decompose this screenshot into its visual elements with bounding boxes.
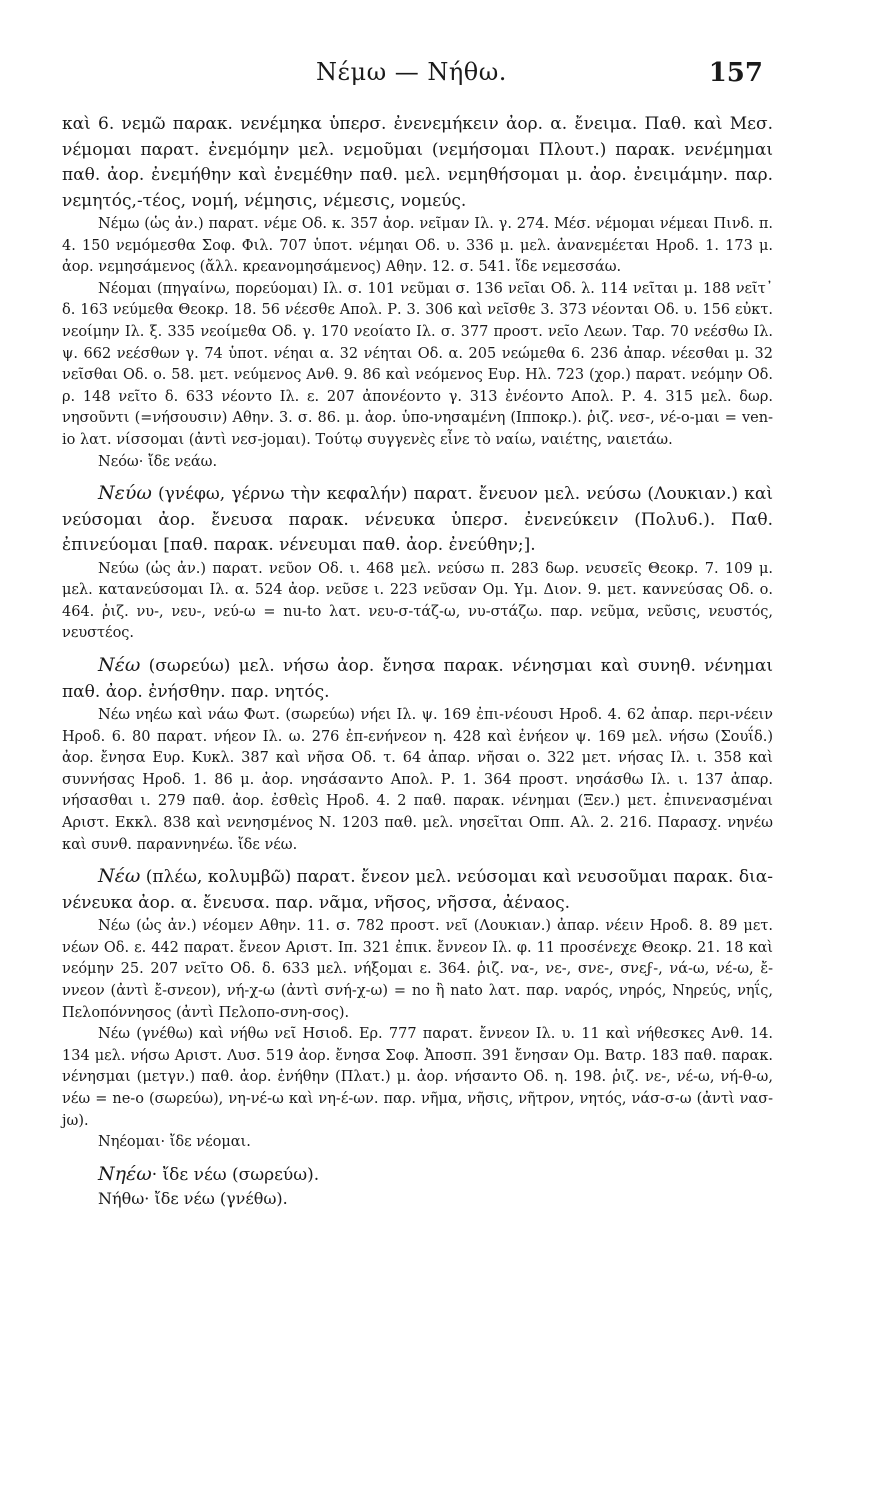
entry-paragraph [62, 452, 773, 474]
headword: Νηέω [98, 1162, 152, 1185]
entry-paragraph [62, 559, 773, 645]
lead-paragraph [62, 864, 773, 916]
headword: Νέω [98, 654, 141, 676]
running-title: Νέμω — Νήθω. [316, 58, 507, 86]
entry-paragraph [62, 916, 773, 1024]
lead-paragraph [62, 653, 773, 705]
entry-paragraph [62, 1188, 773, 1210]
headword: Νεύω [98, 482, 152, 505]
spacer [62, 645, 773, 653]
paragraph-text: Νέομαι (πηγαίνω, πορεύομαι) Ιλ. σ. 101 νεῦμαι σ. 136 νεῖαι Οδ. λ. 114 νεῖται μ. 188 νεῖτ᾽ δ. 163 νεύμεθα Θεοκρ. 18. 56 νέεσθε Απολ. Ρ. 3. 306 καὶ νεῖσθε 3. 373 νέονται Οδ. υ. 156 εὐκτ. νεοίμην Ιλ. ξ. 335 νεοίμεθα Οδ. γ. 170 νεοίατο Ιλ. σ. 377 προστ. νεῖο Λεων. Ταρ. 70 νεέσθω Ιλ. ψ. 662 νεέσθων γ. 74 ὑποτ. νέηαι α. 32 νέηται Οδ. α. 205 νεώμεθα 6. 236 ἀπαρ. νέεσθαι μ. 32 νεῖσθαι Οδ. ο. 58. μετ. νεύμενος Ανθ. 9. 86 καὶ νεόμενος Ευρ. Ηλ. 723 (χορ.) παρατ. νεόμην Οδ. ρ. 148 νεῖτο δ. 633 νέοντο Ιλ. ε. 207 ἀπονέοντο γ. 313 ἐνέοντο Απολ. Ρ. 4. 315 μελ. δωρ. νησοῦντι (=νήσουσιν) Αθην. 3. σ. 86. μ. ἀορ. ὑπο-νησαμένη (Ιπποκρ.). ῥιζ. νεσ-, νέ-ο-μαι = ven-io λατ. νίσσομαι (ἀντὶ νεσ-jομαι). Τούτῳ συγγενὲς εἶνε τὸ ναίω, ναιέτης, ναιετάω. [62, 280, 773, 448]
spacer [62, 1154, 773, 1162]
spacer [62, 856, 773, 864]
lead-paragraph [62, 1162, 773, 1189]
paragraph-text: καὶ 6. νεμῶ παρακ. νενέμηκα ὑπερσ. ἐνενεμήκειν ἀορ. α. ἔνειμα. Παθ. καὶ Μεσ. νέμομαι παρατ. ἐνεμόμην μελ. νεμοῦμαι (νεμήσομαι Πλουτ.) παρακ. νενέμημαι παθ. ἀορ. ἐνεμήθην καὶ ἐνεμέθην παθ. μελ. νεμηθήσομαι μ. ἀορ. ἐνειμάμην. παρ. νεμητός,-τέος, νομή, νέμησις, νέμεσις, νομεύς. [62, 114, 773, 211]
entry-paragraph [62, 1132, 773, 1154]
page-header [60, 58, 763, 92]
paragraph-text: (πλέω, κολυμβῶ) παρατ. ἔνεον μελ. νεύσομαι καὶ νευσοῦμαι παρακ. δια-νένευκα ἀορ. α. ἔνευσα. παρ. νᾶμα, νῆσος, νῆσσα, ἀέναος. [62, 867, 773, 913]
entry-paragraph [62, 214, 773, 279]
page-number: 157 [708, 58, 763, 88]
paragraph-text: Νέω νηέω καὶ νάω Φωτ. (σωρεύω) νήει Ιλ. ψ. 169 ἐπι-νέουσι Ηροδ. 4. 62 ἀπαρ. περι-νέειν Ηροδ. 6. 80 παρατ. νήεον Ιλ. ω. 276 ἐπ-ενήνεον η. 428 καὶ ἐνήεον ψ. 169 μελ. νήσω (Σουΐδ.) ἀορ. ἔνησα Ευρ. Κυκλ. 387 καὶ νῆσα Οδ. τ. 64 ἀπαρ. νῆσαι ο. 322 μετ. νήσας Ιλ. ι. 358 καὶ συννήσας Ηροδ. 1. 86 μ. ἀορ. νησάσαντο Απολ. Ρ. 1. 364 προστ. νησάσθω Ιλ. ι. 137 ἀπαρ. νήσασθαι ι. 279 παθ. ἀορ. ἐσθεὶς Ηροδ. 4. 2 παθ. παρακ. νένημαι (Ξεν.) μετ. ἐπινενασμέναι Αριστ. Εκκλ. 838 καὶ νενησμένος Ν. 1203 παθ. μελ. νησεῖται Οππ. Αλ. 2. 216. Παρασχ. νηνέω καὶ συνθ. παραννηνέω. ἴδε νέω. [62, 707, 773, 853]
paragraph-text: Νηέομαι· ἴδε νέομαι. [98, 1134, 251, 1151]
paragraph-text: Νέω (ὡς ἀν.) νέομεν Αθην. 11. σ. 782 προστ. νεῖ (Λουκιαν.) ἀπαρ. νέειν Ηροδ. 8. 89 μετ. νέων Οδ. ε. 442 παρατ. ἔνεον Αριστ. Ιπ. 321 ἐπικ. ἔννεον Ιλ. φ. 11 προσένεχε Θεοκρ. 21. 18 καὶ νεόμην 25. 207 νεῖτο Οδ. δ. 633 μελ. νήξομαι ε. 364. ῥιζ. να-, νε-, σνε-, σνεϝ-, νά-ω, νέ-ω, ἔ-ννεον (ἀντὶ ἔ-σνεον), νή-χ-ω (ἀντὶ σνή-χ-ω) = no ἢ nato λατ. παρ. ναρός, νηρός, Νηρεύς, νηΐς, Πελοπόννησος (ἀντὶ Πελοπο-σνη-σος). [62, 918, 773, 1021]
entry-paragraph [62, 1024, 773, 1132]
entry-paragraph [62, 279, 773, 452]
paragraph-text: Νεόω· ἴδε νεάω. [98, 453, 218, 470]
lead-paragraph [62, 112, 773, 214]
paragraph-text: Νεύω (ὡς ἀν.) παρατ. νεῦον Οδ. ι. 468 μελ. νεύσω π. 283 δωρ. νευσεῖς Θεοκρ. 7. 109 μ. μελ. κατανεύσομαι Ιλ. α. 524 ἀορ. νεῦσε ι. 223 νεῦσαν Ομ. Υμ. Διον. 9. μετ. καννεύσας Οδ. ο. 464. ῥιζ. νυ-, νευ-, νεύ-ω = nu-to λατ. νευ-σ-τάζ-ω, νυ-στάζω. παρ. νεῦμα, νεῦσις, νευστός, νευστέος. [62, 560, 773, 642]
paragraph-text: (σωρεύω) μελ. νήσω ἀορ. ἔνησα παρακ. νένησμαι καὶ συνηθ. νένημαι παθ. ἀορ. ἐνήσθην. παρ. νητός. [62, 656, 773, 702]
paragraph-text: Νήθω· ἴδε νέω (γνέθω). [98, 1189, 288, 1209]
paragraph-text: · ἴδε νέω (σωρεύω). [151, 1164, 320, 1185]
lead-paragraph [62, 481, 773, 559]
headword: Νέω [98, 865, 141, 888]
spacer [62, 473, 773, 481]
paragraph-text: (γνέφω, γέρνω τὴν κεφαλήν) παρατ. ἔνευον μελ. νεύσω (Λουκιαν.) καὶ νεύσομαι ἀορ. ἔνευσα παρακ. νένευκα ὑπερσ. ἐνενεύκειν (Πολυ6.). Παθ. ἐπινεύομαι [παθ. παρακ. νένευμαι παθ. ἀορ. ἐνεύθην;]. [62, 484, 773, 556]
entry-paragraph [62, 705, 773, 856]
paragraph-text: Νέω (γνέθω) καὶ νήθω νεῖ Ησιοδ. Ερ. 777 παρατ. ἔννεον Ιλ. υ. 11 καὶ νήθεσκες Ανθ. 14. 134 μελ. νήσω Αριστ. Λυσ. 519 ἀορ. ἔνησα Σοφ. Ἀποσπ. 391 ἔνησαν Ομ. Βατρ. 183 παθ. παρακ. νένησμαι (μετγν.) παθ. ἀορ. ἐνήθην (Πλατ.) μ. ἀορ. νήσαντο Οδ. η. 198. ῥιζ. νε-, νέ-ω, νή-θ-ω, νέω = ne-o (σωρεύω), νη-νέ-ω καὶ νη-έ-ων. παρ. νῆμα, νῆσις, νῆτρον, νητός, νάσ-σ-ω (ἀντὶ νασ-jω). [62, 1026, 773, 1129]
dictionary-text [62, 112, 773, 1500]
paragraph-text: Νέμω (ὡς ἀν.) παρατ. νέμε Οδ. κ. 357 ἀορ. νεῖμαν Ιλ. γ. 274. Μέσ. νέμομαι νέμεαι Πινδ. π. 4. 150 νεμόμεσθα Σοφ. Φιλ. 707 ὑποτ. νέμηαι Οδ. υ. 336 μ. μελ. ἀνανεμέεται Ηροδ. 1. 173 μ. ἀορ. νεμησάμενος (ἄλλ. κρεανομησάμενος) Αθην. 12. σ. 541. ἴδε νεμεσσάω. [62, 216, 773, 276]
